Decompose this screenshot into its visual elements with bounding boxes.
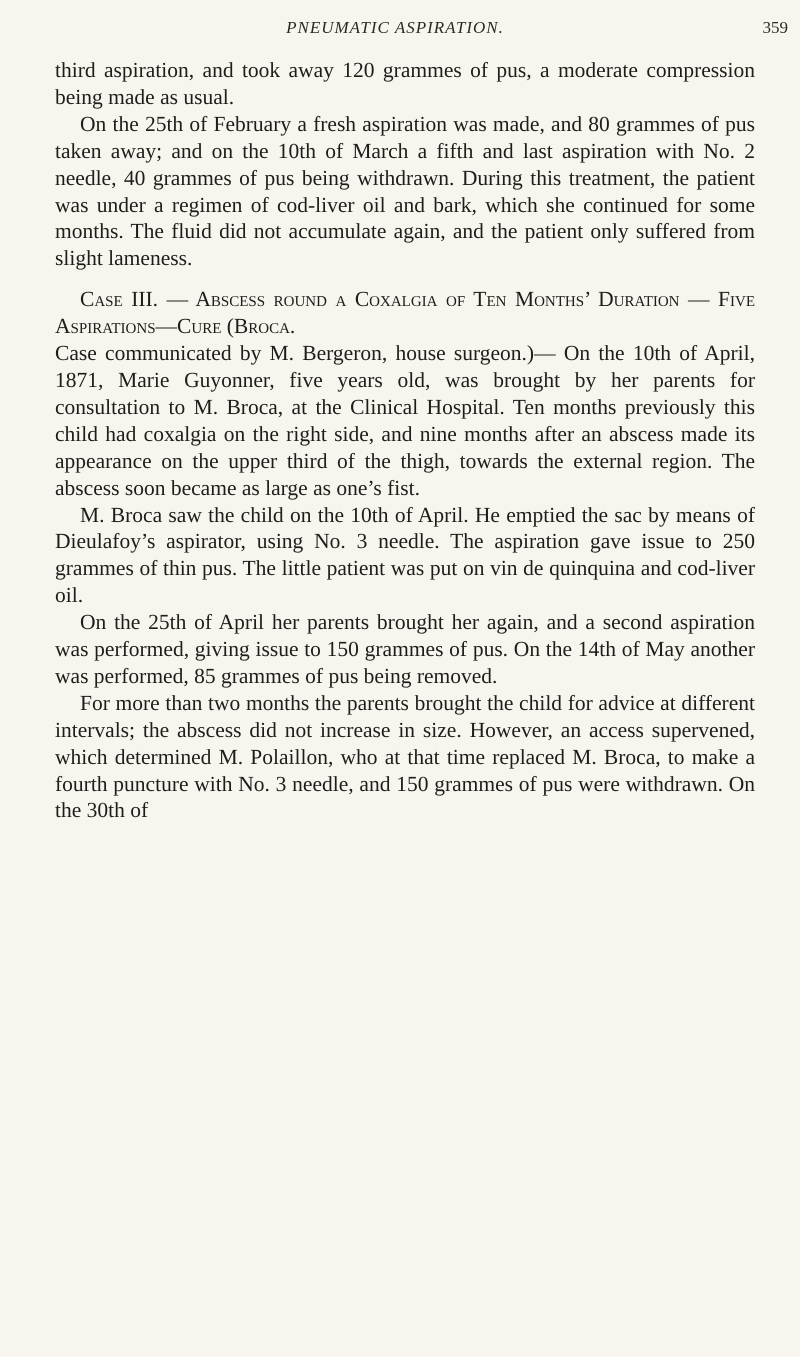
paragraph-second-aspiration: On the 25th of April her parents brought her again, and a second aspiration was performed, giving issue to 150 grammes of pus. On the 14th of May another was performed, 85 grammes of pus being removed.	[55, 610, 755, 688]
paragraph-continuation: third aspiration, and took away 120 grammes of pus, a moderate compression being made as usual.	[55, 58, 755, 109]
case-heading: Case III. — Abscess round a Coxalgia of Ten Months’ Duration — Five Aspirations—Cure (Broca.	[55, 287, 755, 339]
paragraph-case-details: Case communicated by M. Bergeron, house surgeon.)— On the 10th of April, 1871, Marie Guyonner, five years old, was brought by her parents for consultation to M. Broca, at the Clinical Hospital. Ten months previously this child had coxalgia on the right side, and nine months after an abscess made its appearance on the upper third of the thigh, towards the external region. The abscess soon became as large as one’s fist.	[55, 341, 755, 500]
running-title: PNEUMATIC ASPIRATION.	[286, 18, 504, 37]
paragraph-february-aspiration: On the 25th of February a fresh aspiration was made, and 80 grammes of pus taken away; and on the 10th of March a fifth and last aspiration with No. 2 needle, 40 grammes of pus being withdrawn. During this treatment, the patient was under a regimen of cod-liver oil and bark, which she continued for some months. The fluid did not accumulate again, and the patient only suffered from slight lameness.	[55, 111, 755, 271]
page-number: 359	[762, 18, 788, 37]
body-text	[55, 57, 755, 824]
running-head	[0, 18, 800, 44]
paragraph-fourth-puncture: For more than two months the parents brought the child for advice at different intervals; the abscess did not increase in size. However, an access supervened, which determined M. Polaillon, who at that time replaced M. Broca, to make a fourth puncture with No. 3 needle, and 150 grammes of pus were withdrawn. On the 30th of	[55, 690, 755, 823]
paragraph-broca-treatment: M. Broca saw the child on the 10th of April. He emptied the sac by means of Dieulafoy’s aspirator, using No. 3 needle. The aspiration gave issue to 250 grammes of thin pus. The little patient was put on vin de quinquina and cod-liver oil.	[55, 502, 755, 608]
